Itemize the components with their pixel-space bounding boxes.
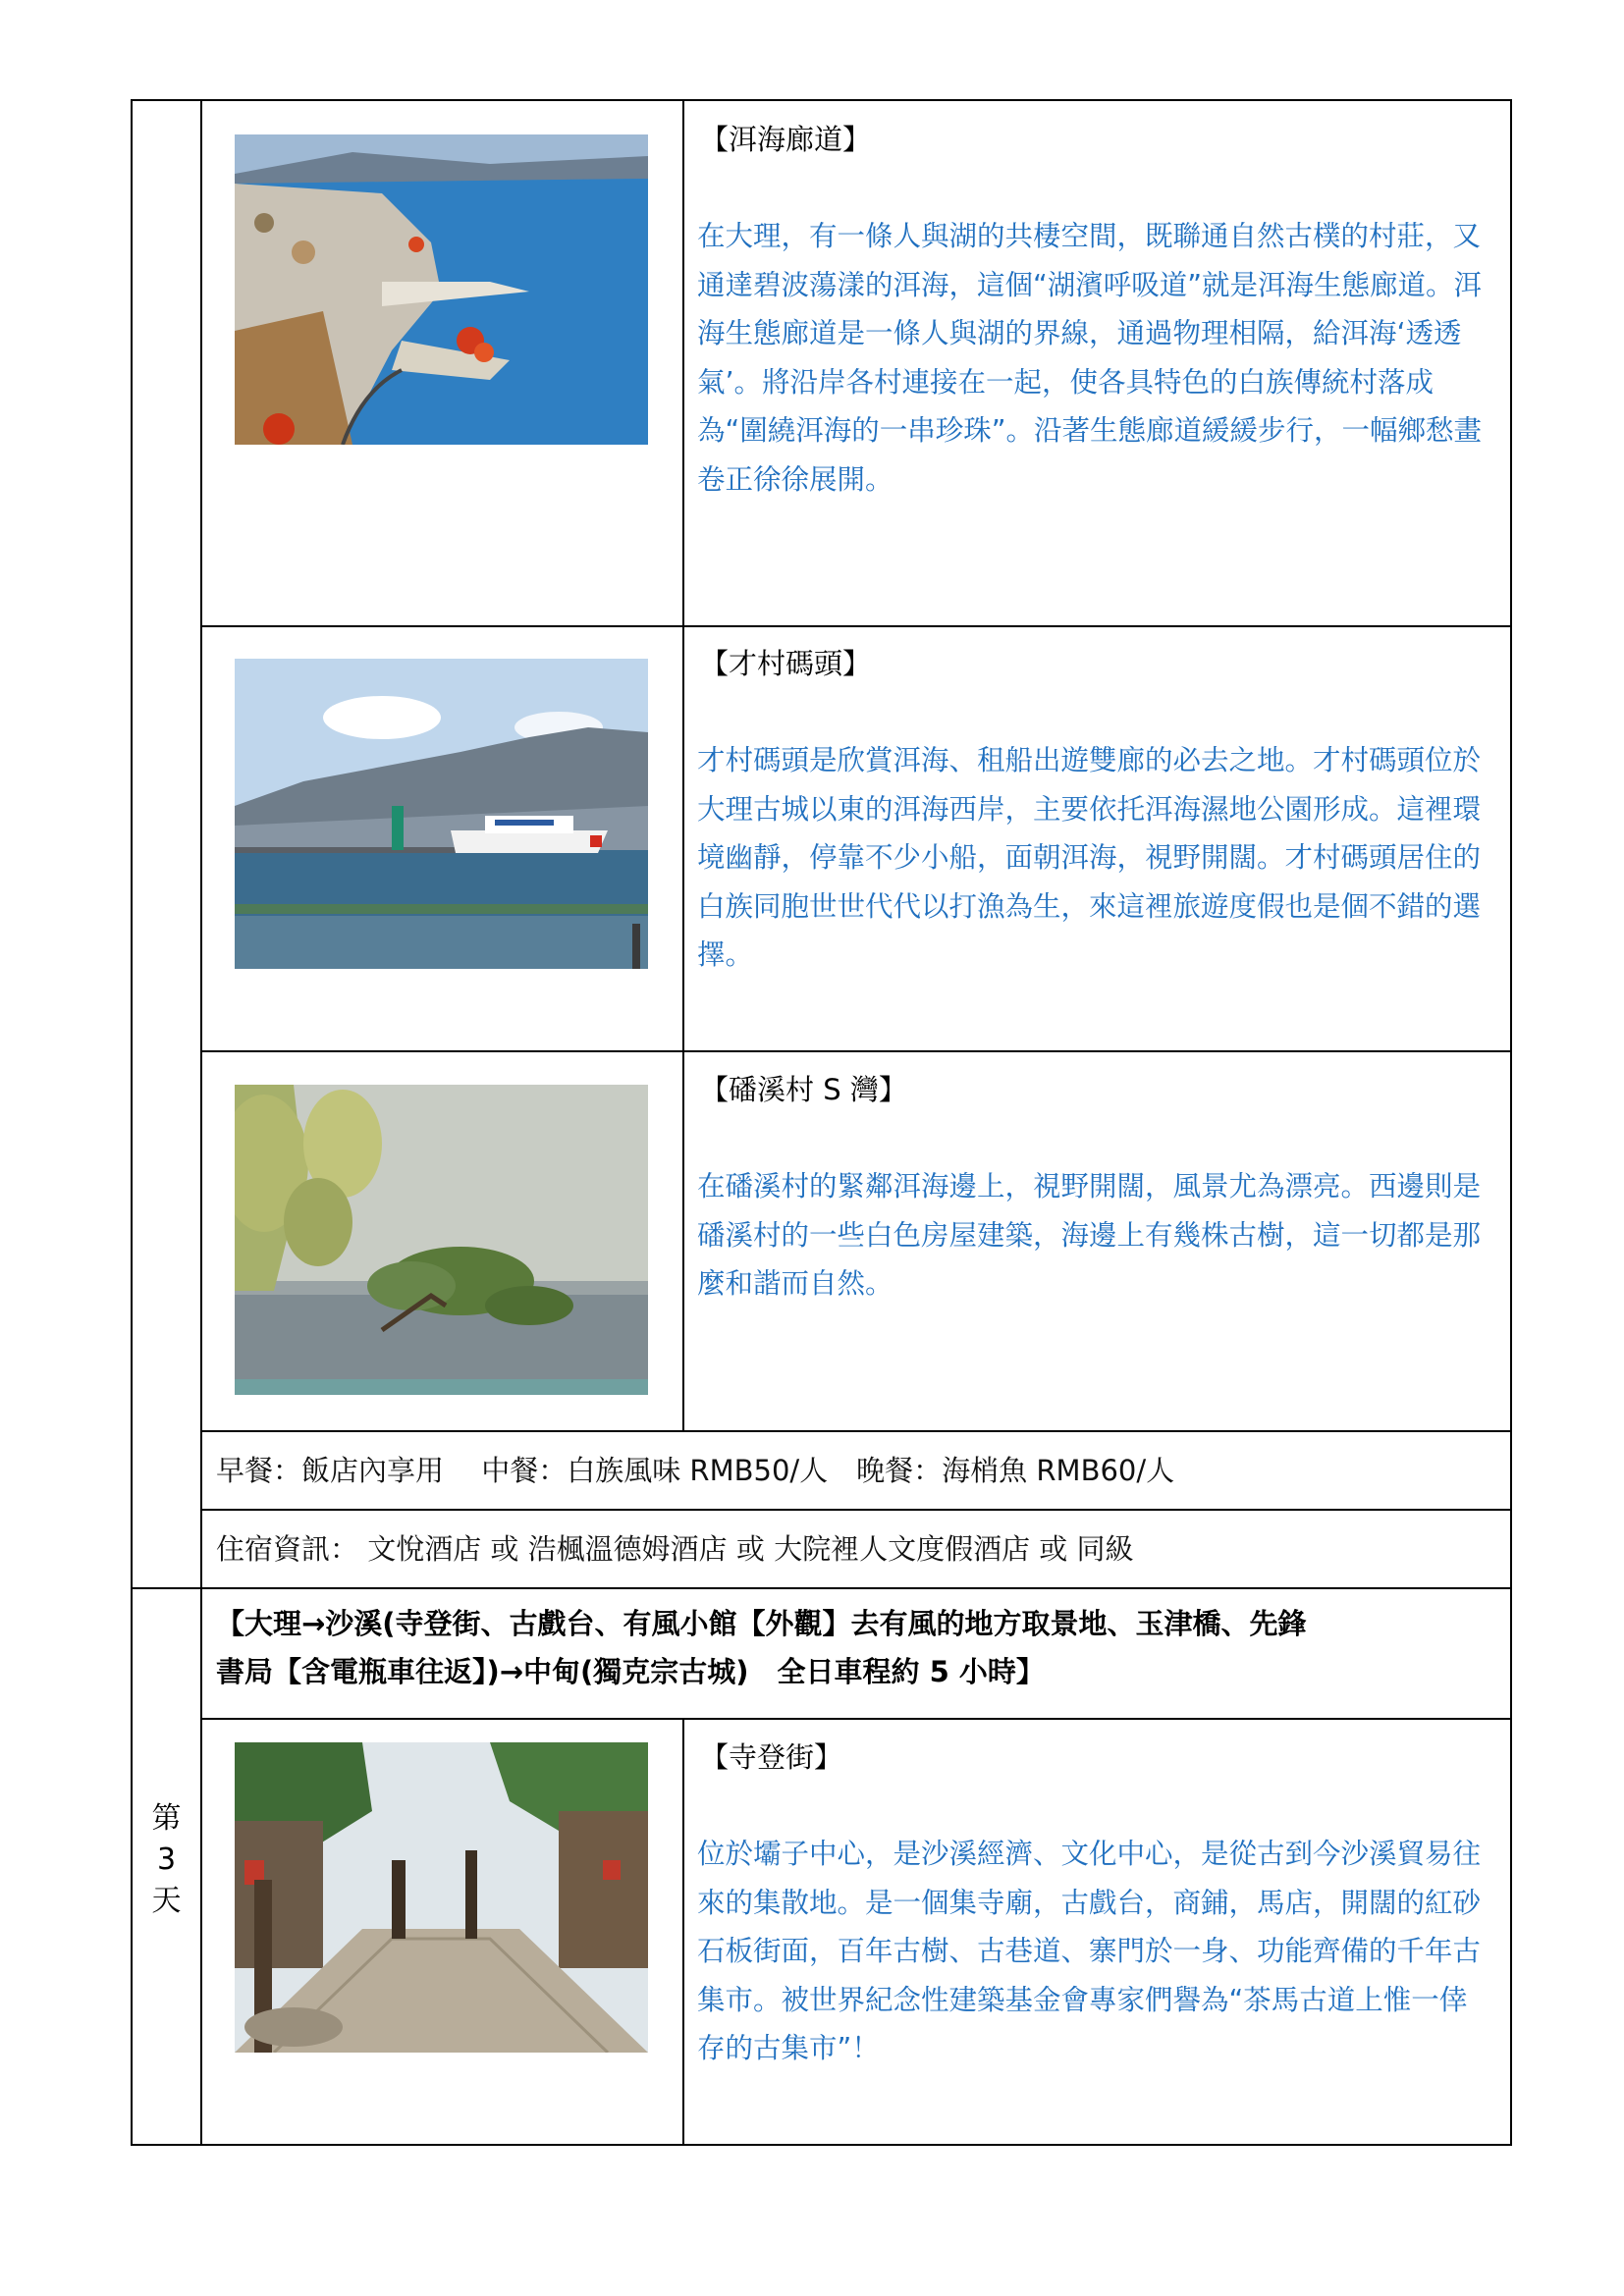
- section-title: 【寺登街】: [700, 1740, 843, 1774]
- day-label-char: 天: [151, 1884, 182, 1918]
- itinerary-heading: [216, 1600, 1502, 1696]
- itinerary-line: 書局【含電瓶車往返】)→中甸(獨克宗古城) 全日車程約 5 小時】: [216, 1655, 1045, 1688]
- meals-info: 早餐：飯店內享用 中餐：白族風味 RMB50/人 晚餐：海梢魚 RMB60/人: [216, 1454, 1175, 1487]
- day-label: [133, 1798, 200, 1922]
- section-description: 在大理，有一條人與湖的共棲空間，既聯通自然古樸的村莊，又通達碧波蕩漾的洱海，這個“湖濱呼吸道”就是洱海生態廊道。洱海生態廊道是一條人與湖的界線，通過物理相隔，給洱海‘透透氣’。將沿岸各村連接在一起，使各具特色的白族傳統村落成為“圍繞洱海的一串珍珠”。沿著生態廊道緩緩步行，一幅鄉愁畫卷正徐徐展開。: [697, 220, 1483, 496]
- section-title: 【磻溪村 S 灣】: [700, 1073, 907, 1106]
- section-description: 在磻溪村的緊鄰洱海邊上，視野開闊，風景尤為漂亮。西邊則是磻溪村的一些白色房屋建築，海邊上有幾株古樹，這一切都是那麼和諧而自然。: [697, 1170, 1482, 1300]
- old-market-street-photo: [235, 1742, 648, 2053]
- section-description: 才村碼頭是欣賞洱海、租船出遊雙廊的必去之地。才村碼頭位於大理古城以東的洱海西岸，主要依托洱海濕地公園形成。這裡環境幽靜，停靠不少小船，面朝洱海，視野開闊。才村碼頭居住的白族同胞世世代代以打漁為生，來這裡旅遊度假也是個不錯的選擇。: [697, 744, 1482, 971]
- row-divider-meals: [200, 1509, 1512, 1511]
- row-divider-3: [200, 1430, 1512, 1432]
- lodging-info: 住宿資訊： 文悅酒店 或 浩楓溫德姆酒店 或 大院裡人文度假酒店 或 同級: [216, 1532, 1134, 1566]
- table-right-border: [1510, 99, 1512, 2146]
- image-text-divider: [682, 99, 684, 1432]
- table-bottom-border: [131, 2144, 1512, 2146]
- section-title: 【洱海廊道】: [700, 123, 872, 156]
- row-divider-day: [131, 1587, 1512, 1589]
- table-top-border: [131, 99, 1512, 101]
- pier-ferry-photo: [235, 659, 648, 969]
- day-column-divider: [200, 99, 202, 2146]
- section-description: 位於壩子中心，是沙溪經濟、文化中心，是從古到今沙溪貿易往來的集散地。是一個集寺廟，古戲台，商鋪，馬店，開闊的紅砂石板街面，百年古樹、古巷道、寨門於一身、功能齊備的千年古集市。被世界紀念性建築基金會專家們譽為“茶馬古道上惟一倖存的古集市”！: [697, 1838, 1482, 2064]
- day-label-char: 3: [156, 1842, 177, 1877]
- itinerary-line: 【大理→沙溪(寺登街、古戲台、有風小館【外觀】去有風的地方取景地、玉津橋、先鋒: [216, 1607, 1307, 1640]
- section-title: 【才村碼頭】: [700, 647, 872, 680]
- row-divider-1: [200, 625, 1512, 627]
- day-label-char: 第: [151, 1801, 182, 1836]
- lakeside-corridor-photo: [235, 134, 648, 445]
- row-divider-itinerary: [200, 1718, 1512, 1720]
- row-divider-2: [200, 1050, 1512, 1052]
- image-text-divider-day3: [682, 1718, 684, 2146]
- tree-in-lake-photo: [235, 1085, 648, 1395]
